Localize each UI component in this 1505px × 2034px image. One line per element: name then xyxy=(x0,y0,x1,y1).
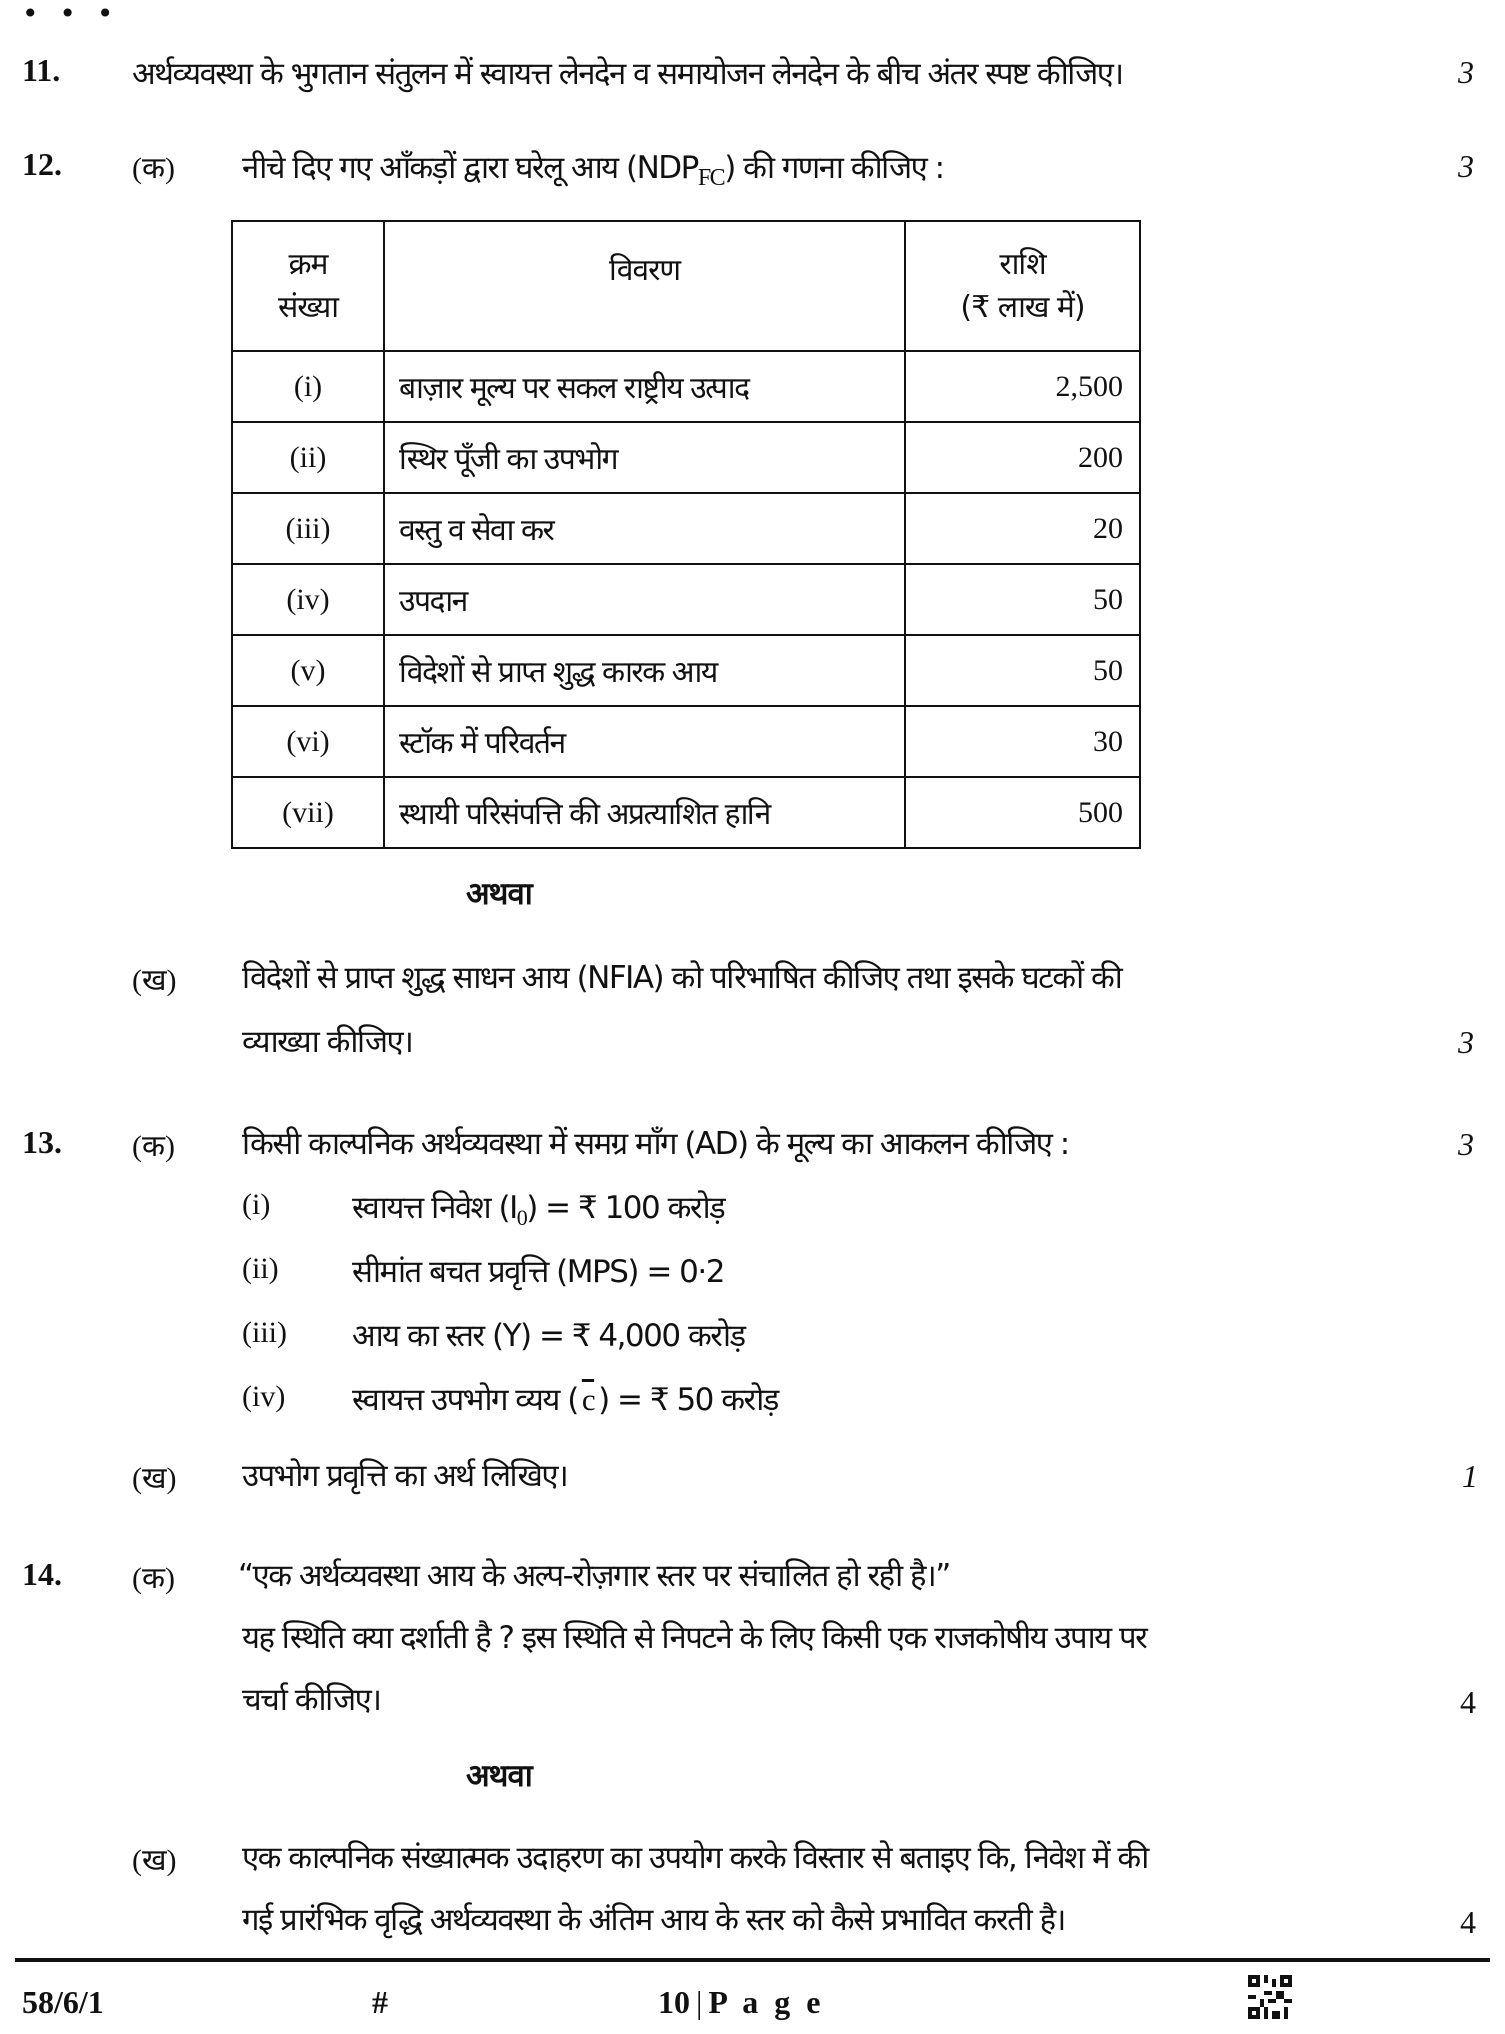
question-12-part-a-text xyxy=(242,146,944,192)
header-serial-number xyxy=(232,221,384,351)
row-description: विदेशों से प्राप्त शुद्ध कारक आय xyxy=(384,635,905,706)
question-number-12: 12. xyxy=(22,146,62,182)
income-data-table xyxy=(231,220,1141,849)
page-number xyxy=(658,1984,824,2021)
qr-code-icon xyxy=(1248,1974,1292,2020)
row-serial: (iii) xyxy=(232,493,384,564)
question-14-part-a-line2: यह स्थिति क्या दर्शाती है ? इस स्थिति से निपटने के लिए किसी एक राजकोषीय उपाय पर xyxy=(242,1620,1147,1656)
question-13-part-b-marks: 1 xyxy=(1462,1458,1478,1494)
question-14-part-a-line3: चर्चा कीजिए। xyxy=(242,1682,381,1718)
page-number-value: 10 xyxy=(658,1984,690,2020)
question-14-part-b-marks: 4 xyxy=(1460,1904,1476,1940)
header-amt-line2: (₹ लाख में) xyxy=(960,290,1085,325)
row-serial: (vi) xyxy=(232,706,384,777)
row-amount: 50 xyxy=(905,635,1140,706)
q13-iv-after: ) = ₹ 50 करोड़ xyxy=(598,1382,778,1418)
q13-item-label: (i) xyxy=(242,1188,271,1221)
q13-item-iv xyxy=(352,1378,778,1420)
row-description: स्थिर पूँजी का उपभोग xyxy=(384,422,905,493)
q13-iv-before: स्वायत्त उपभोग व्यय ( xyxy=(352,1382,578,1418)
question-14-part-a-marks: 4 xyxy=(1460,1684,1476,1720)
row-serial: (ii) xyxy=(232,422,384,493)
header-desc-line1: विवरण xyxy=(608,253,681,289)
header-sn-line1: क्रम xyxy=(288,246,328,282)
q13-item-label: (ii) xyxy=(242,1252,279,1285)
q13-item-i xyxy=(352,1186,724,1231)
question-number-11: 11. xyxy=(22,52,61,88)
table-row xyxy=(232,635,1140,706)
question-11-marks: 3 xyxy=(1458,54,1474,90)
question-13-part-b-text: उपभोग प्रवृत्ति का अर्थ लिखिए। xyxy=(242,1458,568,1494)
q12a-subscript: FC xyxy=(697,165,725,192)
row-description: उपदान xyxy=(384,564,905,635)
table-row xyxy=(232,351,1140,422)
question-14-part-b-label: (ख) xyxy=(132,1844,177,1877)
or-divider-14: अथवा xyxy=(466,1758,532,1794)
hash-mark: # xyxy=(372,1984,388,2020)
question-13-part-b-label: (ख) xyxy=(132,1462,177,1495)
row-description: बाज़ार मूल्य पर सकल राष्ट्रीय उत्पाद xyxy=(384,351,905,422)
row-amount: 500 xyxy=(905,777,1140,848)
question-11-text: अर्थव्यवस्था के भुगतान संतुलन में स्वायत्त लेनदेन व समायोजन लेनदेन के बीच अंतर स्पष्ट कीजिए। xyxy=(132,56,1123,92)
table-row xyxy=(232,706,1140,777)
paper-code: 58/6/1 xyxy=(22,1984,104,2020)
q13-item-iii: आय का स्तर (Y) = ₹ 4,000 करोड़ xyxy=(352,1318,745,1354)
q13-i-before: स्वायत्त निवेश (I xyxy=(352,1190,517,1226)
or-divider-12: अथवा xyxy=(466,876,532,912)
row-serial: (v) xyxy=(232,635,384,706)
row-description: स्थायी परिसंपत्ति की अप्रत्याशित हानि xyxy=(384,777,905,848)
question-12-part-b-label: (ख) xyxy=(132,964,177,997)
header-sn-line2: संख्या xyxy=(278,290,338,325)
table-row xyxy=(232,564,1140,635)
header-amount xyxy=(905,221,1140,351)
more-options-dots[interactable]: • • • xyxy=(22,0,120,30)
question-number-14: 14. xyxy=(22,1556,62,1592)
header-description xyxy=(384,221,905,351)
question-13-part-a-text: किसी काल्पनिक अर्थव्यवस्था में समग्र माँग (AD) के मूल्य का आकलन कीजिए : xyxy=(242,1126,1069,1162)
question-14-part-b-line2: गई प्रारंभिक वृद्धि अर्थव्यवस्था के अंतिम आय के स्तर को कैसे प्रभावित करती है। xyxy=(242,1902,1065,1938)
question-12-part-a-marks: 3 xyxy=(1458,148,1474,184)
table-row xyxy=(232,422,1140,493)
question-12-part-b-line1: विदेशों से प्राप्त शुद्ध साधन आय (NFIA) को परिभाषित कीजिए तथा इसके घटकों की xyxy=(242,960,1122,996)
question-number-13: 13. xyxy=(22,1124,62,1160)
question-13-part-a-label: (क) xyxy=(132,1130,176,1163)
page-separator: | xyxy=(696,1984,703,2020)
q13-item-ii: सीमांत बचत प्रवृत्ति (MPS) = 0·2 xyxy=(352,1254,724,1290)
row-serial: (vii) xyxy=(232,777,384,848)
row-amount: 50 xyxy=(905,564,1140,635)
question-12-part-b-line2: व्याख्या कीजिए। xyxy=(242,1024,413,1060)
q13-iv-c-bar: $\overline{c}$ xyxy=(581,1382,595,1417)
table-row xyxy=(232,777,1140,848)
question-14-part-a-label: (क) xyxy=(132,1562,176,1595)
question-12-part-b-marks: 3 xyxy=(1458,1024,1474,1060)
q12a-text-before: नीचे दिए गए आँकड़ों द्वारा घरेलू आय (NDP xyxy=(242,150,698,186)
row-amount: 2,500 xyxy=(905,351,1140,422)
row-serial: (i) xyxy=(232,351,384,422)
q13-item-label: (iv) xyxy=(242,1380,286,1413)
row-description: वस्तु व सेवा कर xyxy=(384,493,905,564)
row-amount: 20 xyxy=(905,493,1140,564)
table-row xyxy=(232,493,1140,564)
row-description: स्टॉक में परिवर्तन xyxy=(384,706,905,777)
footer-divider xyxy=(15,1958,1490,1962)
q13-i-subscript: 0 xyxy=(516,1205,527,1231)
q12a-text-after: ) की गणना कीजिए : xyxy=(724,150,944,186)
row-serial: (iv) xyxy=(232,564,384,635)
row-amount: 200 xyxy=(905,422,1140,493)
question-13-part-a-marks: 3 xyxy=(1458,1126,1474,1162)
q13-item-label: (iii) xyxy=(242,1316,287,1349)
question-14-part-b-line1: एक काल्पनिक संख्यात्मक उदाहरण का उपयोग करके विस्तार से बताइए कि, निवेश में की xyxy=(242,1840,1148,1876)
question-12-part-a-label: (क) xyxy=(132,152,176,185)
row-amount: 30 xyxy=(905,706,1140,777)
page-label: P a g e xyxy=(708,1984,825,2020)
header-amt-line1: राशि xyxy=(999,246,1046,282)
q13-i-after: ) = ₹ 100 करोड़ xyxy=(526,1190,725,1226)
table-header-row xyxy=(232,221,1140,351)
question-14-part-a-line1: “एक अर्थव्यवस्था आय के अल्प-रोज़गार स्तर पर संचालित हो रही है।” xyxy=(238,1558,950,1594)
